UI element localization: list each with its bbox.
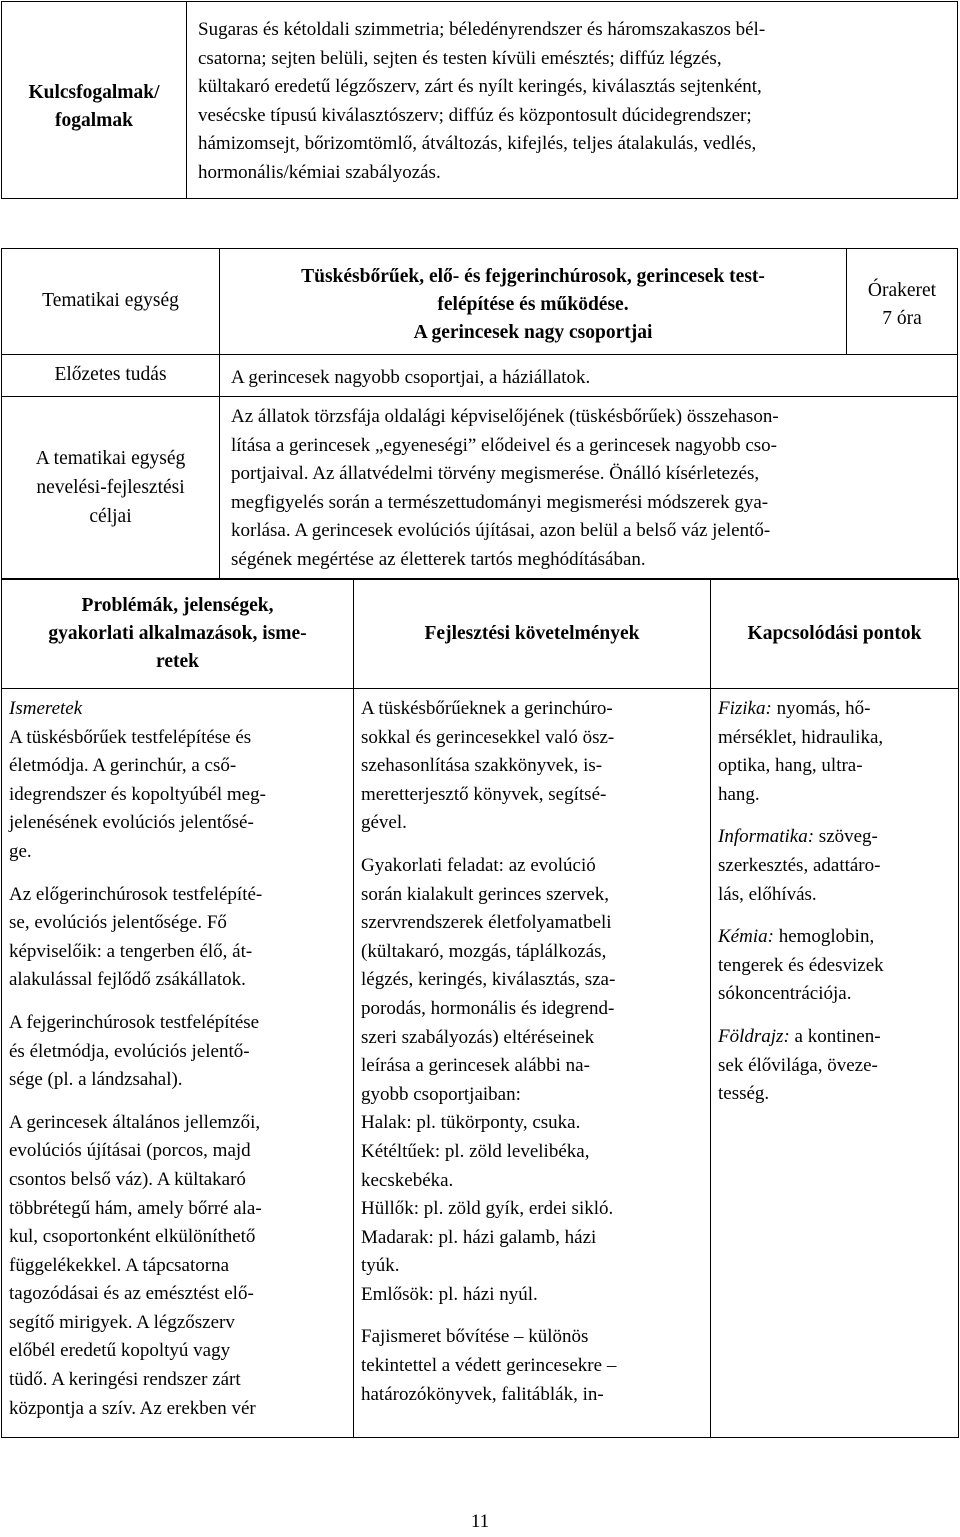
connection-item-fizika: Fizika: nyomás, hő- mérséklet, hidraulika, optika, hang, ultra- hang.	[718, 698, 884, 805]
key-concepts-text: Sugaras és kétoldali szimmetria; béledényrendszer és háromszakaszos bél- csatorna; sejten belüli, sejten és testen kívüli emésztés; diffúz légzés, kültakaró eredetű légzőszerv, zárt és nyílt keringés, kiválasztás sejtenként, vesécske típusú kiválasztószerv; diffúz és központosult dúcidegrendszer; hámizomsejt, bőrizomtömlő, átváltozás, kifejlés, teljes átalakulás, vedlés, hormonális/kémiai szabályozás.	[187, 2, 958, 199]
knowledge-label: Ismeretek	[9, 698, 83, 719]
knowledge-paragraph: A fejgerinchúrosok testfelépítése és életmódja, evolúciós jelentő- sége (pl. a lándzsahal).	[9, 1011, 260, 1091]
thematic-unit-title: Tüskésbőrűek, elő- és fejgerinchúrosok, gerincesek test- felépítése és működése. A gerincesek nagy csoportjai	[220, 249, 847, 355]
requirements-column	[354, 689, 711, 1438]
key-concepts-table	[1, 1, 958, 199]
header-requirements: Fejlesztési követelmények	[354, 579, 711, 689]
header-problems: Problémák, jelenségek, gyakorlati alkalmazások, isme- retek	[2, 579, 354, 689]
thematic-unit-table	[1, 248, 958, 580]
prior-knowledge-label: Előzetes tudás	[2, 355, 220, 397]
requirements-paragraph: Fajismeret bővítése – különös tekintettel a védett gerincesekre – határozókönyvek, falitáblák, in-	[361, 1326, 617, 1405]
key-concepts-label: Kulcsfogalmak/ fogalmak	[2, 2, 187, 199]
knowledge-paragraph: A gerincesek általános jellemzői, evolúciós újításai (porcos, majd csontos belső váz). A kültakaró többrétegű hám, amely bőrré ala- kul, csoportonként elkülöníthető függelékekkel. A tápcsatorna tagozódásai és az emésztést elő- segítő mirigyek. A légzőszerv előbél eredetű kopoltyú vagy tüdő. A keringési rendszer zárt központja a szív. Az erekben vér	[9, 1111, 262, 1419]
prior-knowledge-text: A gerincesek nagyobb csoportjai, a háziállatok.	[220, 355, 958, 397]
connection-item-kemia: Kémia: hemoglobin, tengerek és édesvizek sókoncentrációja.	[718, 926, 884, 1005]
connection-item-foldrajz: Földrajz: a kontinen- sek élővilága, öveze- tesség.	[718, 1025, 881, 1105]
requirements-paragraph: A tüskésbőrűeknek a gerinchúro- sokkal és gerincesekkel való ösz- szehasonlítása szakkönyvek, is- meretterjesztő könyvek, segítsé- gével.	[361, 698, 615, 834]
content-table	[1, 578, 959, 1438]
connections-column	[711, 689, 959, 1438]
connection-item-informatika: Informatika: szöveg- szerkesztés, adattáro- lás, előhívás.	[718, 826, 881, 905]
goals-label: A tematikai egység nevelési-fejlesztési céljai	[2, 397, 220, 580]
page-number: 11	[470, 1511, 490, 1532]
knowledge-column	[2, 689, 354, 1438]
thematic-unit-label: Tematikai egység	[2, 249, 220, 355]
header-connections: Kapcsolódási pontok	[711, 579, 959, 689]
knowledge-paragraph: A tüskésbőrűek testfelépítése és életmódja. A gerinchúr, a cső- idegrendszer és kopoltyúbél meg- jelenésének evolúciós jelentősé- ge.	[9, 726, 266, 862]
goals-text: Az állatok törzsfája oldalági képviselőjének (tüskésbőrűek) összehason- lítása a gerincesek „egyeneségi” elődeivel és a gerincesek nagyobb cso- portjaival. Az állatvédelmi törvény megismerése. Önálló kísérletezés, megfigyelés során a természettudományi megismerési módszerek gya- korlása. A gerincesek evolúciós újításai, azon belül a belső váz jelentő- ségének megértése az életterek tartós meghódításában.	[220, 397, 958, 580]
requirements-paragraph: Gyakorlati feladat: az evolúció során kialakult gerinces szervek, szervrendszerek életfolyamatbeli (kültakaró, mozgás, táplálkozás, légzés, keringés, kiválasztás, sza- porodás, hormonális és idegrend- szeri szabályozás) eltéréseinek leírása a gerincesek alábbi na- gyobb csoportjaiban: Halak: pl. tükörponty, csuka. Kétéltűek: pl. zöld levelibéka, kecskebéka. Hüllők: pl. zöld gyík, erdei sikló. Madarak: pl. házi galamb, házi tyúk. Emlősök: pl. házi nyúl.	[361, 854, 616, 1305]
time-frame: Órakeret 7 óra	[847, 249, 958, 355]
knowledge-paragraph: Az előgerinchúrosok testfelépíté- se, evolúciós jelentősége. Fő képviselőik: a tengerben élő, át- alakulással fejlődő zsákállatok.	[9, 883, 263, 991]
